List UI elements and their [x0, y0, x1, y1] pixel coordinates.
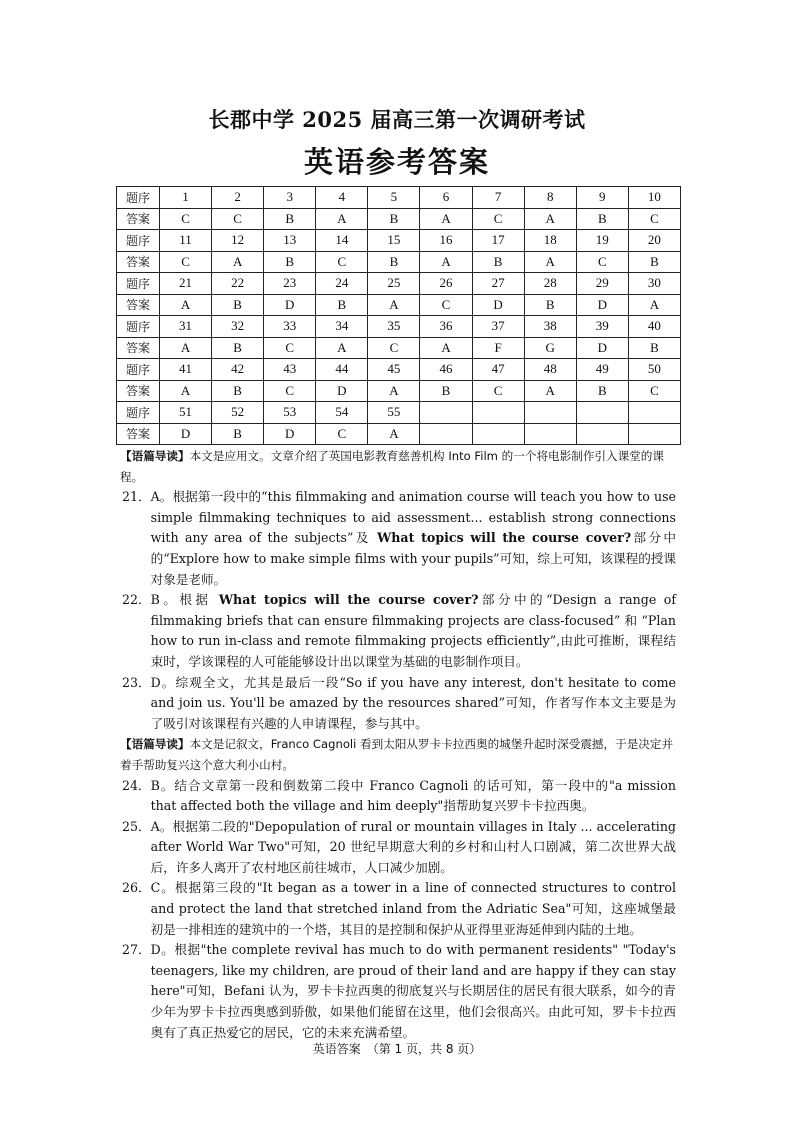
- question-number-cell: 28: [524, 273, 576, 295]
- answer-cell: D: [576, 294, 628, 316]
- question-number-cell: 39: [576, 316, 628, 338]
- answer-cell: B: [212, 380, 264, 402]
- passage-guide-2: 【语篇导读】本文是记叙文，Franco Cagnoli 看到太阳从罗卡卡拉西奥的城堡升起时深受震撼，于是决定并着手帮助复兴这个意大利小山村。: [120, 737, 674, 772]
- answer-table: [116, 186, 681, 445]
- answer-cell: C: [264, 337, 316, 359]
- answer-cell: A: [160, 294, 212, 316]
- question-number-cell: 7: [472, 187, 524, 209]
- table-number-row: [117, 359, 681, 381]
- question-number-cell: 3: [264, 187, 316, 209]
- answer-cell: B: [472, 251, 524, 273]
- question-number-cell: 42: [212, 359, 264, 381]
- answer-cell: B: [524, 294, 576, 316]
- question-number-cell: 49: [576, 359, 628, 381]
- explanation-21: 21． A。根据第一段中的“this filmmaking and animation course will teach you how to use simple filmmaking techniques to aid assessment... establish strong connections with any area of the subjects”及 What topics will the course cover?部分中的“Explore how to make simple films with your pupils”可知，综上可知，该课程的授课对象是老师。: [122, 489, 676, 587]
- answer-cell: D: [472, 294, 524, 316]
- answer-cell: A: [420, 208, 472, 230]
- question-number-cell: 6: [420, 187, 472, 209]
- answer-cell: C: [420, 294, 472, 316]
- question-number-cell: 30: [628, 273, 680, 295]
- question-number-cell: 43: [264, 359, 316, 381]
- page-footer: 英语答案 （第 1 页，共 8 页）: [312, 1042, 482, 1056]
- row-label: 题序: [117, 187, 160, 209]
- answer-cell: A: [524, 380, 576, 402]
- question-number-cell: 21: [160, 273, 212, 295]
- answer-cell: A: [524, 251, 576, 273]
- answer-cell: B: [212, 337, 264, 359]
- question-number-cell: [472, 402, 524, 424]
- answer-cell: A: [316, 337, 368, 359]
- answer-cell: B: [628, 337, 680, 359]
- explanation-24: 24． B。结合文章第一段和倒数第二段中 Franco Cagnoli 的话可知，第一段中的"a mission that affected both the village and him deeply"指帮助复兴罗卡卡拉西奥。: [122, 777, 676, 814]
- answer-cell: B: [264, 208, 316, 230]
- answer-cell: C: [160, 208, 212, 230]
- question-number-cell: 22: [212, 273, 264, 295]
- question-number-cell: 46: [420, 359, 472, 381]
- explanation-23: 23． D。综观全文，尤其是最后一段“So if you have any interest, don't hesitate to come and join us. You'll be amazed by the resources shared”可知，作者写作本文主要是为了吸引对该课程有兴趣的人申请课程，参与其中。: [122, 674, 676, 731]
- answer-cell: A: [316, 208, 368, 230]
- question-number-cell: [628, 402, 680, 424]
- question-number-cell: 8: [524, 187, 576, 209]
- answer-cell: A: [628, 294, 680, 316]
- row-label: 答案: [117, 380, 160, 402]
- answer-cell: A: [420, 337, 472, 359]
- table-number-row: [117, 187, 681, 209]
- answer-cell: A: [368, 423, 420, 445]
- table-number-row: [117, 316, 681, 338]
- question-number-cell: 40: [628, 316, 680, 338]
- question-number-cell: 1: [160, 187, 212, 209]
- doc-subtitle: 英语参考答案: [303, 145, 490, 179]
- question-number-cell: 50: [628, 359, 680, 381]
- answer-cell: C: [368, 337, 420, 359]
- answer-cell: [576, 423, 628, 445]
- row-label: 答案: [117, 208, 160, 230]
- answer-cell: G: [524, 337, 576, 359]
- answer-cell: A: [160, 337, 212, 359]
- question-number-cell: 48: [524, 359, 576, 381]
- question-number-cell: 9: [576, 187, 628, 209]
- question-number-cell: 36: [420, 316, 472, 338]
- row-label: 题序: [117, 273, 160, 295]
- table-answer-row: [117, 337, 681, 359]
- explanation-27: 27． D。根据"the complete revival has much to do with permanent residents" "Today's teenagers, like my children, are proud of their land and are happy if they can stay here"可知，Befani 认为，罗卡卡拉西奥的彻底复兴与长期居住的居民有很大联系，如今的青少年为罗卡卡拉西奥感到骄傲，如果他们能留在这里，他们会很高兴。由此可知，罗卡卡拉西奥有了真正热爱它的居民，它的未来充满希望。: [122, 942, 676, 1040]
- passage-guide-1: 【语篇导读】本文是应用文。文章介绍了英国电影教育慈善机构 Into Film 的一个将电影制作引入课堂的课程。: [120, 449, 664, 484]
- answer-cell: [524, 423, 576, 445]
- table-number-row: [117, 273, 681, 295]
- question-number-cell: 44: [316, 359, 368, 381]
- question-number-cell: 11: [160, 230, 212, 252]
- explanations: [120, 446, 676, 1043]
- answer-cell: A: [368, 294, 420, 316]
- question-number-cell: 27: [472, 273, 524, 295]
- answer-cell: [628, 423, 680, 445]
- answer-cell: C: [160, 251, 212, 273]
- answer-cell: B: [576, 380, 628, 402]
- row-label: 题序: [117, 402, 160, 424]
- answer-cell: B: [264, 251, 316, 273]
- row-label: 答案: [117, 294, 160, 316]
- answer-cell: A: [524, 208, 576, 230]
- table-number-row: [117, 230, 681, 252]
- table-answer-row: [117, 251, 681, 273]
- answer-cell: D: [576, 337, 628, 359]
- question-number-cell: 32: [212, 316, 264, 338]
- question-number-cell: 17: [472, 230, 524, 252]
- question-number-cell: 5: [368, 187, 420, 209]
- answer-cell: C: [316, 423, 368, 445]
- answer-cell: C: [628, 208, 680, 230]
- question-number-cell: 37: [472, 316, 524, 338]
- table-answer-row: [117, 208, 681, 230]
- question-number-cell: 2: [212, 187, 264, 209]
- answer-cell: B: [212, 423, 264, 445]
- question-number-cell: 47: [472, 359, 524, 381]
- answer-cell: C: [316, 251, 368, 273]
- answer-cell: C: [212, 208, 264, 230]
- answer-cell: B: [628, 251, 680, 273]
- answer-cell: D: [264, 294, 316, 316]
- answer-cell: D: [264, 423, 316, 445]
- row-label: 题序: [117, 230, 160, 252]
- question-number-cell: 29: [576, 273, 628, 295]
- explanation-22: 22． B。根据 What topics will the course cover?部分中的“Design a range of filmmaking briefs that can ensure filmmaking projects are class-focused” 和 “Plan how to run in-class and remote filmmaking projects efficiently”,由此可推断，课程结束时，学该课程的人可能能够设计出以课堂为基础的电影制作项目。: [122, 592, 676, 669]
- answer-cell: B: [576, 208, 628, 230]
- question-number-cell: [524, 402, 576, 424]
- question-number-cell: 33: [264, 316, 316, 338]
- answer-cell: C: [472, 380, 524, 402]
- question-number-cell: 13: [264, 230, 316, 252]
- question-number-cell: [420, 402, 472, 424]
- answer-cell: D: [160, 423, 212, 445]
- question-number-cell: 55: [368, 402, 420, 424]
- row-label: 题序: [117, 359, 160, 381]
- question-number-cell: 31: [160, 316, 212, 338]
- question-number-cell: 26: [420, 273, 472, 295]
- question-number-cell: 15: [368, 230, 420, 252]
- question-number-cell: 23: [264, 273, 316, 295]
- answer-cell: B: [368, 208, 420, 230]
- table-answer-row: [117, 380, 681, 402]
- row-label: 答案: [117, 251, 160, 273]
- question-number-cell: 10: [628, 187, 680, 209]
- question-number-cell: 16: [420, 230, 472, 252]
- question-number-cell: 12: [212, 230, 264, 252]
- answer-cell: A: [420, 251, 472, 273]
- table-number-row: [117, 402, 681, 424]
- answer-cell: B: [212, 294, 264, 316]
- table-answer-row: [117, 423, 681, 445]
- question-number-cell: 4: [316, 187, 368, 209]
- question-number-cell: 18: [524, 230, 576, 252]
- answer-cell: [420, 423, 472, 445]
- question-number-cell: 53: [264, 402, 316, 424]
- answer-cell: B: [368, 251, 420, 273]
- question-number-cell: 45: [368, 359, 420, 381]
- explanation-25: 25． A。根据第二段的"Depopulation of rural or mountain villages in Italy ... accelerating after World War Two"可知，20 世纪早期意大利的乡村和山村人口剧减，第二次世界大战后，许多人离开了农村地区前往城市，人口减少加剧。: [122, 818, 676, 875]
- answer-cell: B: [420, 380, 472, 402]
- answer-cell: C: [264, 380, 316, 402]
- question-number-cell: 51: [160, 402, 212, 424]
- question-number-cell: 41: [160, 359, 212, 381]
- exam-title: 长郡中学 2025 届高三第一次调研考试: [208, 107, 586, 132]
- answer-cell: F: [472, 337, 524, 359]
- row-label: 答案: [117, 337, 160, 359]
- answer-cell: B: [316, 294, 368, 316]
- answer-cell: A: [212, 251, 264, 273]
- answer-cell: A: [368, 380, 420, 402]
- row-label: 答案: [117, 423, 160, 445]
- answer-cell: C: [472, 208, 524, 230]
- question-number-cell: 38: [524, 316, 576, 338]
- answer-cell: C: [628, 380, 680, 402]
- answer-cell: C: [576, 251, 628, 273]
- answer-cell: A: [160, 380, 212, 402]
- table-answer-row: [117, 294, 681, 316]
- question-number-cell: 35: [368, 316, 420, 338]
- question-number-cell: 20: [628, 230, 680, 252]
- question-number-cell: 14: [316, 230, 368, 252]
- answer-cell: [472, 423, 524, 445]
- row-label: 题序: [117, 316, 160, 338]
- question-number-cell: 24: [316, 273, 368, 295]
- question-number-cell: 52: [212, 402, 264, 424]
- question-number-cell: 54: [316, 402, 368, 424]
- question-number-cell: 34: [316, 316, 368, 338]
- explanation-26: 26． C。根据第三段的"It began as a tower in a line of connected structures to control and protect the land that stretched inland from the Adriatic Sea"可知，这座城堡最初是一排相连的建筑中的一个塔，其目的是控制和保护从亚得里亚海延伸到内陆的土地。: [122, 880, 676, 937]
- question-number-cell: 19: [576, 230, 628, 252]
- question-number-cell: 25: [368, 273, 420, 295]
- question-number-cell: [576, 402, 628, 424]
- answer-cell: D: [316, 380, 368, 402]
